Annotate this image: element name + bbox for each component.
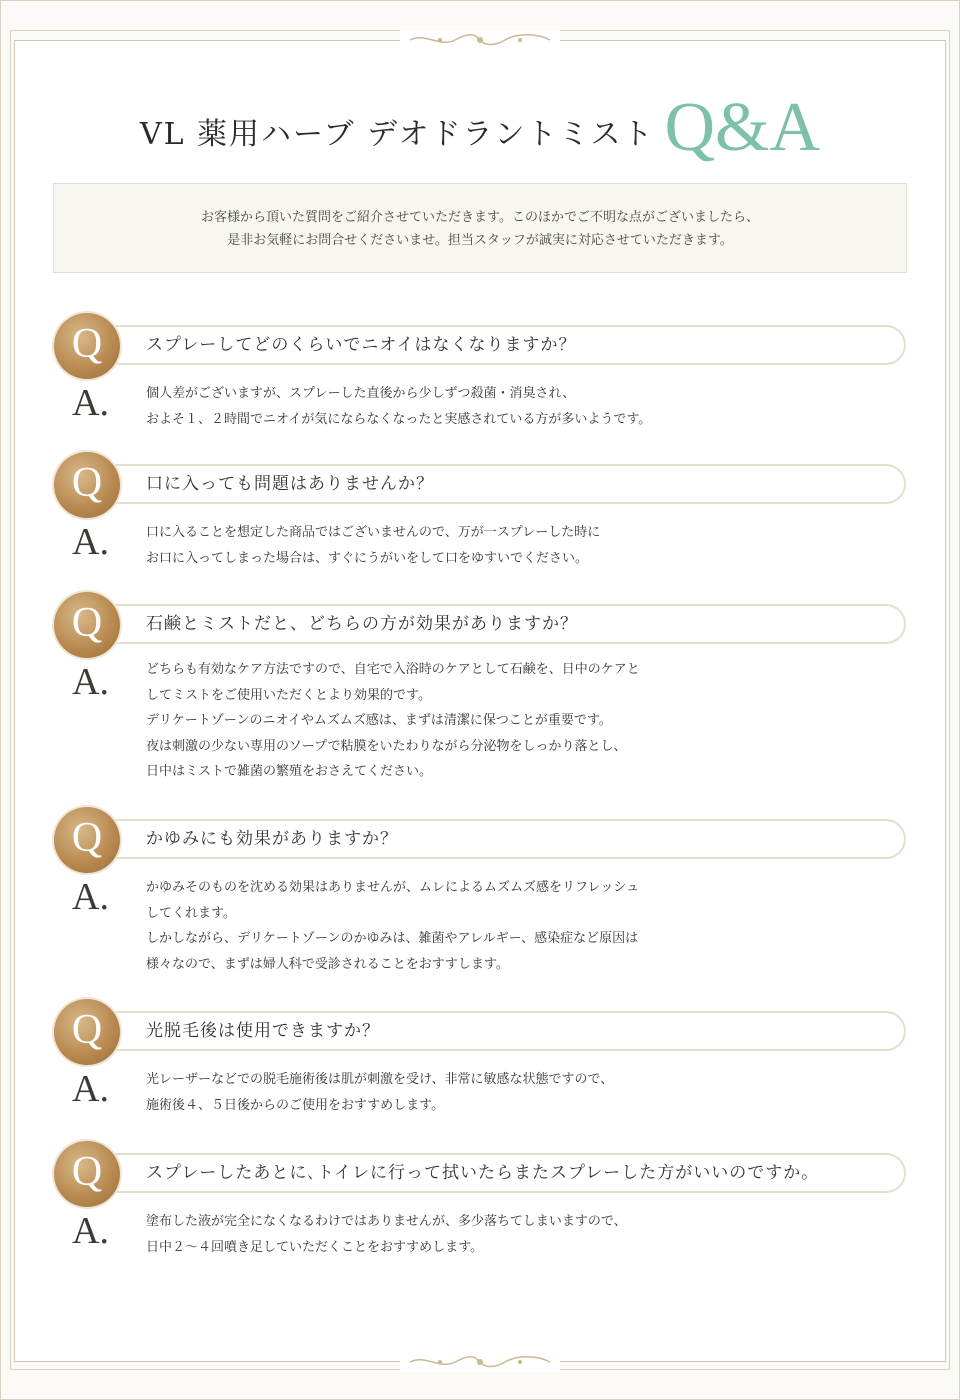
q-badge-icon: Q [54, 313, 120, 379]
answer-text [146, 657, 766, 785]
answer-line: 施術後４、５日後からのご使用をおすすめします。 [146, 1097, 445, 1113]
answer-line: デリケートゾーンのニオイやムズムズ感は、まずは清潔に保つことが重要です。 [146, 713, 612, 728]
answer-line: お口に入ってしまった場合は、すぐにうがいをして口をゆすいでください。 [146, 550, 589, 566]
intro-box [53, 183, 907, 273]
answer-line: 日中２～４回噴き足していただくことをおすすめします。 [146, 1239, 484, 1255]
answer-line: 夜は刺激の少ない専用のソープで粘膜をいたわりながら分泌物をしっかり落とし、 [146, 738, 627, 754]
answer-line: 日中はミストで雑菌の繁殖をおさえてください。 [146, 764, 433, 779]
answer-text [146, 520, 766, 571]
question-text: かゆみにも効果がありますか？ [146, 829, 398, 849]
answer-label: A. [72, 1210, 109, 1252]
answer-text [146, 1209, 766, 1260]
answer-line: 光レーザーなどでの脱毛施術後は肌が刺激を受け、非常に敏感な状態ですので、 [146, 1072, 614, 1087]
ornament-bottom-icon [400, 1352, 560, 1372]
answer-label: A. [72, 521, 109, 563]
question-text: 光脱毛後は使用できますか？ [146, 1021, 380, 1041]
q-badge-icon: Q [54, 452, 120, 518]
q-badge-icon: Q [54, 999, 120, 1065]
title-accent: Q&A [664, 89, 821, 166]
answer-label: A. [72, 1068, 109, 1110]
answer-line: 塗布した液が完全になくなるわけではありませんが、多少落ちてしまいますので、 [146, 1214, 627, 1229]
answer-text [146, 1067, 766, 1118]
question-text: 石鹸とミストだと、どちらの方が効果がありますか？ [146, 614, 578, 634]
answer-line: しかしながら、デリケートゾーンのかゆみは、雑菌やアレルギー、感染症など原因は [146, 931, 639, 946]
answer-line: してミストをご使用いただくとより効果的です。 [146, 687, 431, 703]
q-badge-icon: Q [54, 1141, 120, 1207]
question-text: スプレーしたあとに､トイレに行って拭いたらまたスプレーした方がいいのですか。 [146, 1163, 820, 1183]
answer-line: 様々なので、まずは婦人科で受診されることをおすすします。 [146, 956, 509, 972]
q-badge-icon: Q [54, 592, 120, 658]
answer-line: どちらも有効なケア方法ですので、自宅で入浴時のケアとして石鹸を、日中のケアと [146, 662, 640, 677]
question-text: 口に入っても問題はありませんか？ [146, 474, 434, 494]
answer-label: A. [72, 661, 109, 703]
answer-text [146, 381, 766, 432]
answer-line: 個人差がございますが、スプレーした直後から少しずつ殺菌・消臭され、 [146, 386, 576, 401]
answer-line: してくれます。 [146, 905, 236, 921]
answer-text [146, 875, 766, 977]
ornament-top-icon [400, 30, 560, 50]
intro-line: 是非お気軽にお問合せくださいませ。担当スタッフが誠実に対応させていただきます。 [227, 233, 733, 248]
q-badge-icon: Q [54, 807, 120, 873]
question-text: スプレーしてどのくらいでニオイはなくなりますか？ [146, 335, 577, 355]
answer-label: A. [72, 876, 109, 918]
answer-line: およそ１、２時間でニオイが気にならなくなったと実感されている方が多いようです。 [146, 411, 652, 427]
answer-label: A. [72, 382, 109, 424]
answer-line: 口に入ることを想定した商品ではございませんので、万が一スプレーした時に [146, 525, 601, 540]
page-title [0, 88, 960, 168]
answer-line: かゆみそのものを沈める効果はありませんが、ムレによるムズムズ感をリフレッシュ [146, 880, 640, 895]
title-text: VL 薬用ハーブ デオドラントミスト [139, 117, 655, 152]
intro-line: お客様から頂いた質問をご紹介させていただきます。このほかでご不明な点がございましたら、 [201, 210, 759, 225]
